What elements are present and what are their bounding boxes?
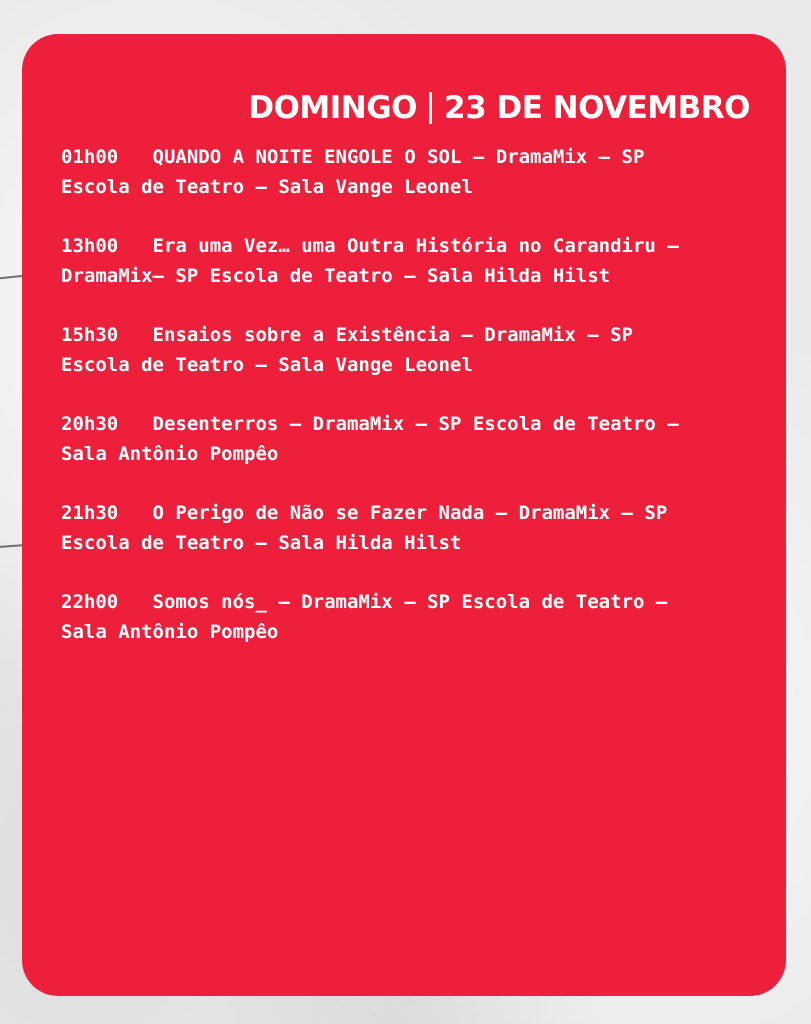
- schedule-heading: [248, 90, 750, 126]
- entry-time: 21h30: [61, 502, 119, 524]
- entry-line-1: QUANDO A NOITE ENGOLE O SOL – DramaMix – SP: [152, 146, 645, 168]
- entry-line-2: Escola de Teatro – Sala Vange Leonel: [61, 354, 473, 376]
- entry-line-2: Sala Antônio Pompêo: [61, 443, 279, 465]
- date-label: 23 DE NOVEMBRO: [444, 90, 750, 126]
- entry-line-1: Ensaios sobre a Existência – DramaMix – SP: [152, 324, 633, 346]
- entry-line-1: Era uma Vez… uma Outra História no Carandiru –: [152, 235, 679, 257]
- entry-time: 15h30: [61, 324, 119, 346]
- schedule-entry: [61, 320, 761, 380]
- entry-time: 20h30: [61, 413, 119, 435]
- entry-time: 01h00: [61, 146, 119, 168]
- day-label: DOMINGO: [248, 90, 418, 126]
- entry-time: 22h00: [61, 591, 119, 613]
- entry-line-2: Escola de Teatro – Sala Vange Leonel: [61, 176, 473, 198]
- wall-crack-left-lower: [0, 544, 24, 548]
- entry-line-2: Sala Antônio Pompêo: [61, 621, 279, 643]
- entry-line-1: Desenterros – DramaMix – SP Escola de Teatro –: [152, 413, 679, 435]
- schedule-entry: [61, 142, 761, 202]
- wall-crack-left-upper: [0, 275, 24, 279]
- schedule-entry: [61, 231, 761, 291]
- entry-line-2: DramaMix– SP Escola de Teatro – Sala Hilda Hilst: [61, 265, 611, 287]
- schedule-entry: [61, 498, 761, 558]
- entry-line-1: O Perigo de Não se Fazer Nada – DramaMix – SP: [152, 502, 668, 524]
- entry-line-1: Somos nós_ – DramaMix – SP Escola de Teatro –: [152, 591, 668, 613]
- heading-divider: [429, 92, 432, 124]
- entry-time: 13h00: [61, 235, 119, 257]
- schedule-card: [22, 34, 786, 996]
- entry-line-2: Escola de Teatro – Sala Hilda Hilst: [61, 532, 462, 554]
- schedule-list: [61, 142, 761, 676]
- schedule-entry: [61, 409, 761, 469]
- schedule-entry: [61, 587, 761, 647]
